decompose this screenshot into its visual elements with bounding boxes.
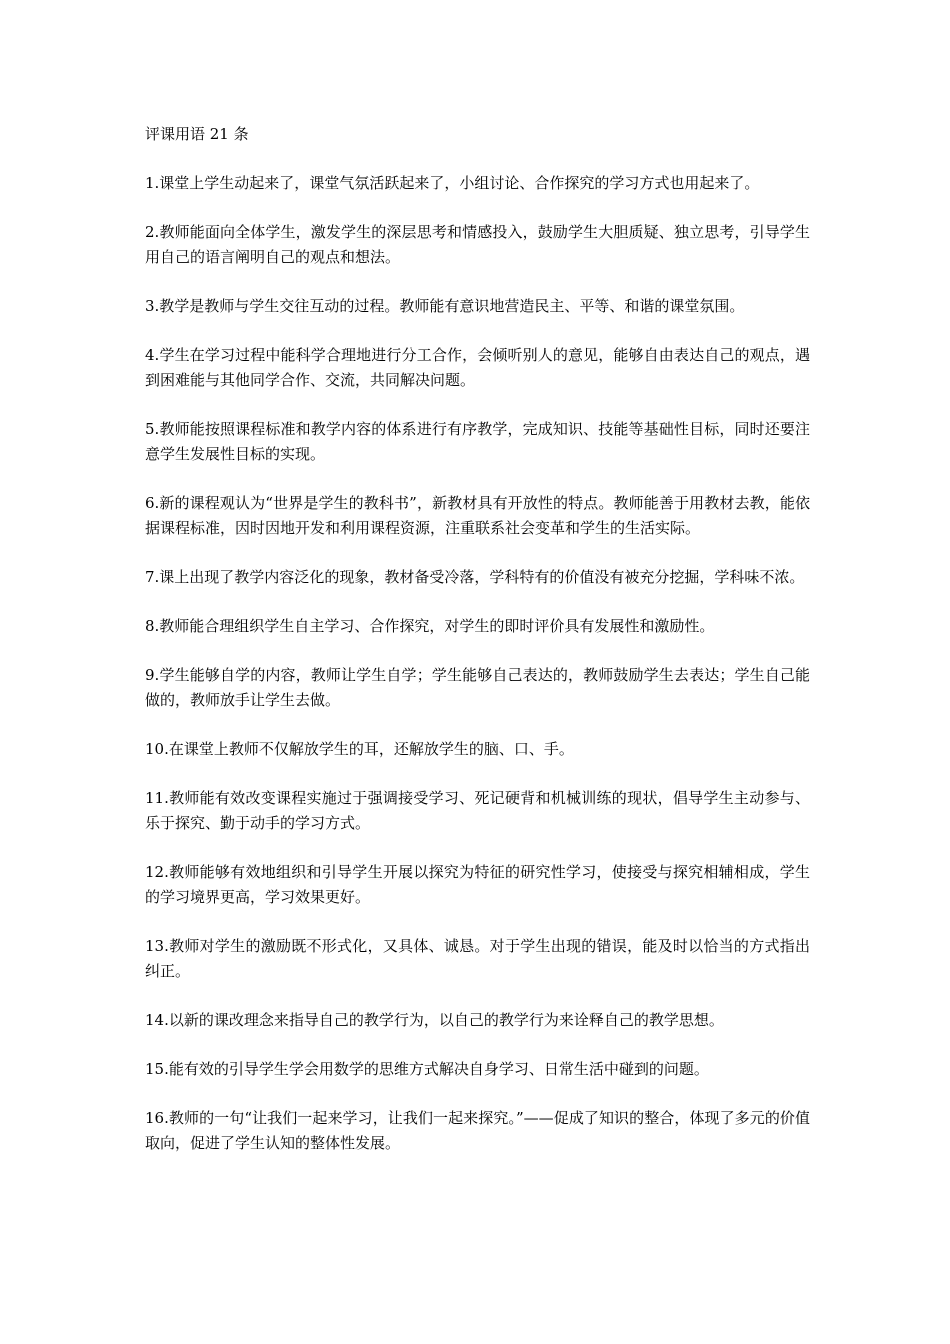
list-item: 15.能有效的引导学生学会用数学的思维方式解决自身学习、日常生活中碰到的问题。 xyxy=(145,1060,709,1078)
list-item: 2.教师能面向全体学生，激发学生的深层思考和情感投入，鼓励学生大胆质疑、独立思考，引导学生用自己的语言阐明自己的观点和想法。 xyxy=(145,223,810,266)
list-item: 16.教师的一句“让我们一起来学习，让我们一起来探究。”——促成了知识的整合，体现了多元的价值取向，促进了学生认知的整体性发展。 xyxy=(145,1109,810,1152)
list-item: 11.教师能有效改变课程实施过于强调接受学习、死记硬背和机械训练的现状，倡导学生主动参与、乐于探究、勤于动手的学习方式。 xyxy=(145,789,810,832)
list-item: 12.教师能够有效地组织和引导学生开展以探究为特征的研究性学习，使接受与探究相辅相成，学生的学习境界更高，学习效果更好。 xyxy=(145,863,810,906)
document-title: 评课用语 21 条 xyxy=(145,125,249,143)
list-item: 7.课上出现了教学内容泛化的现象，教材备受冷落，学科特有的价值没有被充分挖掘，学科味不浓。 xyxy=(145,568,805,586)
list-item: 1.课堂上学生动起来了，课堂气氛活跃起来了，小组讨论、合作探究的学习方式也用起来了。 xyxy=(145,174,760,192)
list-item: 6.新的课程观认为“世界是学生的教科书”，新教材具有开放性的特点。教师能善于用教材去教，能依据课程标准，因时因地开发和利用课程资源，注重联系社会变革和学生的生活实际。 xyxy=(145,494,810,537)
list-item: 8.教师能合理组织学生自主学习、合作探究，对学生的即时评价具有发展性和激励性。 xyxy=(145,617,715,635)
list-item: 3.教学是教师与学生交往互动的过程。教师能有意识地营造民主、平等、和谐的课堂氛围。 xyxy=(145,297,745,315)
list-item: 5.教师能按照课程标准和教学内容的体系进行有序教学，完成知识、技能等基础性目标，同时还要注意学生发展性目标的实现。 xyxy=(145,420,810,463)
list-item: 14.以新的课改理念来指导自己的教学行为，以自己的教学行为来诠释自己的教学思想。 xyxy=(145,1011,724,1029)
list-item: 10.在课堂上教师不仅解放学生的耳，还解放学生的脑、口、手。 xyxy=(145,740,574,758)
list-item: 13.教师对学生的激励既不形式化，又具体、诚恳。对于学生出现的错误，能及时以恰当的方式指出纠正。 xyxy=(145,937,810,980)
document-page xyxy=(145,122,810,1180)
list-item: 9.学生能够自学的内容，教师让学生自学；学生能够自己表达的，教师鼓励学生去表达；学生自己能做的，教师放手让学生去做。 xyxy=(145,666,810,709)
list-item: 4.学生在学习过程中能科学合理地进行分工合作，会倾听别人的意见，能够自由表达自己的观点，遇到困难能与其他同学合作、交流，共同解决问题。 xyxy=(145,346,810,389)
